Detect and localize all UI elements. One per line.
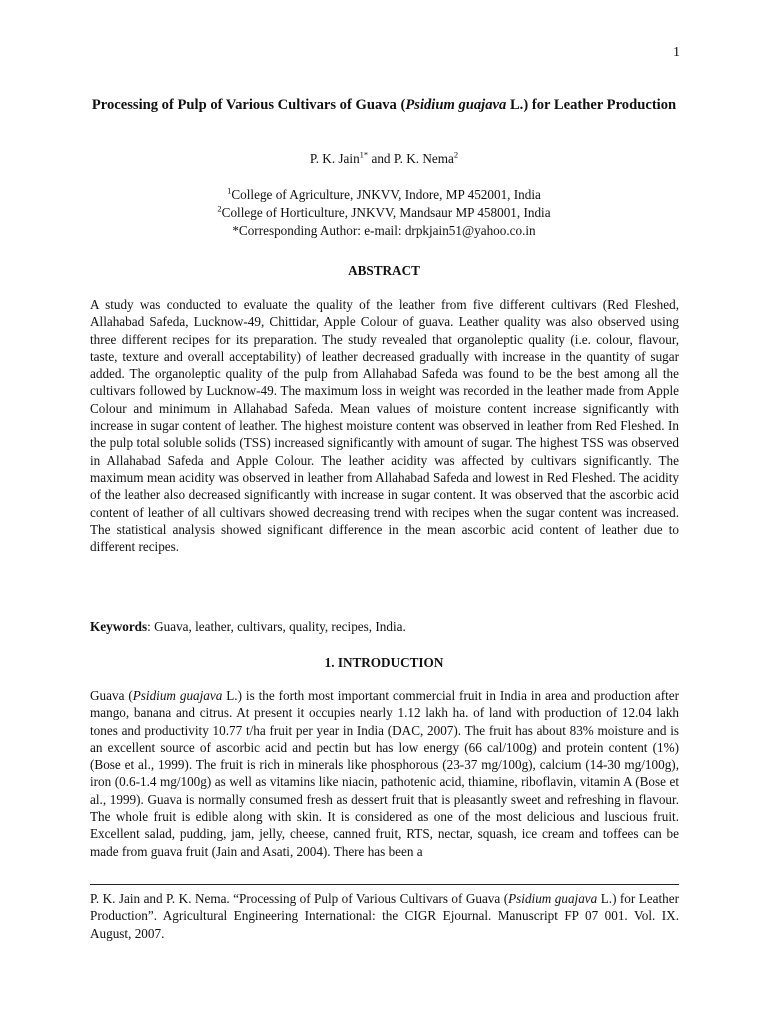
- affiliation-2: [90, 204, 678, 222]
- title-species-italic: Psidium guajava: [405, 97, 507, 113]
- author-2: P. K. Nema: [393, 151, 454, 166]
- footer-part2: L.) for Leather Production”. Agricultural Engineering International: the CIGR Ejournal. Manuscript FP 07 001. Vol. IX. August, 2007.: [90, 891, 679, 941]
- affiliation-1-marker: 1: [227, 185, 232, 196]
- keywords-text: : Guava, leather, cultivars, quality, recipes, India.: [147, 619, 406, 634]
- footer-part1: P. K. Jain and P. K. Nema. “Processing of Pulp of Various Cultivars of Guava (: [90, 891, 509, 906]
- keywords: [90, 618, 679, 635]
- corresponding-author: *Corresponding Author: e-mail: drpkjain51@yahoo.co.in: [232, 223, 536, 238]
- affiliation-1: [90, 186, 678, 204]
- introduction-body: L.) is the forth most important commercial fruit in India in area and production after mango, banana and citrus. At present it occupies nearly 1.12 lakh ha. of land with production of 12.04 lakh tones and productivity 10.77 t/ha fruit per year in India (DAC, 2007). The fruit has about 83% moisture and is an excellent source of ascorbic acid and pectin but has low energy (66 cal/100g) and protein content (1%) (Bose et al., 1999). The fruit is rich in minerals like phosphorous (23-37 mg/100g), calcium (14-30 mg/100g), iron (0.6-1.4 mg/100g) as well as vitamins like niacin, pathotenic acid, thiamine, riboflavin, vitamin A (Bose et al., 1999). Guava is normally consumed fresh as dessert fruit that is pleasantly sweet and refreshing in flavour. The whole fruit is edible along with skin. It is considered as one of the most delicious and luscious fruit. Excellent salad, pudding, jam, jelly, cheese, canned fruit, RTS, nectar, squash, ice cream and toffees can be made from guava fruit (Jain and Asati, 2004). There has been a: [90, 688, 679, 859]
- footer-divider: [90, 884, 679, 885]
- introduction-text: [90, 687, 679, 860]
- title-part2: L.) for Leather Production: [506, 97, 677, 113]
- citation-footer: [90, 890, 679, 942]
- author-1: P. K. Jain: [309, 151, 360, 166]
- introduction-species-italic: Psidium guajava: [132, 688, 223, 703]
- author-conjunction: and: [368, 151, 394, 166]
- abstract-heading: ABSTRACT: [348, 263, 420, 278]
- introduction-lead: Guava (: [90, 688, 133, 703]
- paper-title: [90, 96, 678, 115]
- footer-species-italic: Psidium guajava: [508, 891, 598, 906]
- author-2-marker: 2: [453, 149, 459, 160]
- affiliations: [90, 186, 678, 240]
- author-1-marker: 1*: [359, 149, 369, 160]
- author-line: [90, 150, 678, 167]
- abstract-text: A study was conducted to evaluate the quality of the leather from five different cultivars (Red Fleshed, Allahabad Safeda, Lucknow-49, Chittidar, Apple Colour of guava. Leather quality was also observed using three different recipes for its preparation. The study revealed that organoleptic quality (i.e. colour, flavour, taste, texture and overall acceptability) of leather decreased gradually with increase in the quantity of sugar added. The organoleptic quality of the pulp from Allahabad Safeda was found to be the best among all the cultivars followed by Lucknow-49. The maximum loss in weight was recorded in the leather made from Apple Colour and minimum in Allahabad Safeda. Mean values of moisture content increase significantly with increase in sugar content of leather. The highest moisture content was observed in leather from Red Fleshed. In the pulp total soluble solids (TSS) increased significantly with amount of sugar. The highest TSS was observed in Allahabad Safeda and Apple Colour. The leather acidity was affected by cultivars significantly. The maximum mean acidity was observed in leather from Allahabad Safeda and lowest in Red Fleshed. The acidity of the leather also decreased significantly with increase in sugar content. It was observed that the ascorbic acid content of leather of all cultivars showed decreasing trend with recipes when the sugar content was increased. The statistical analysis showed significant difference in the mean ascorbic acid content of leather due to different recipes.: [90, 297, 679, 555]
- introduction-heading: 1. INTRODUCTION: [324, 655, 444, 670]
- page-number: 1: [673, 45, 680, 60]
- title-part1: Processing of Pulp of Various Cultivars of Guava (: [91, 97, 406, 113]
- affiliation-2-text: College of Horticulture, JNKVV, Mandsaur MP 458001, India: [221, 205, 551, 220]
- affiliation-2-marker: 2: [217, 203, 222, 214]
- affiliation-1-text: College of Agriculture, JNKVV, Indore, MP 452001, India: [231, 187, 541, 202]
- keywords-label: Keywords: [90, 619, 148, 634]
